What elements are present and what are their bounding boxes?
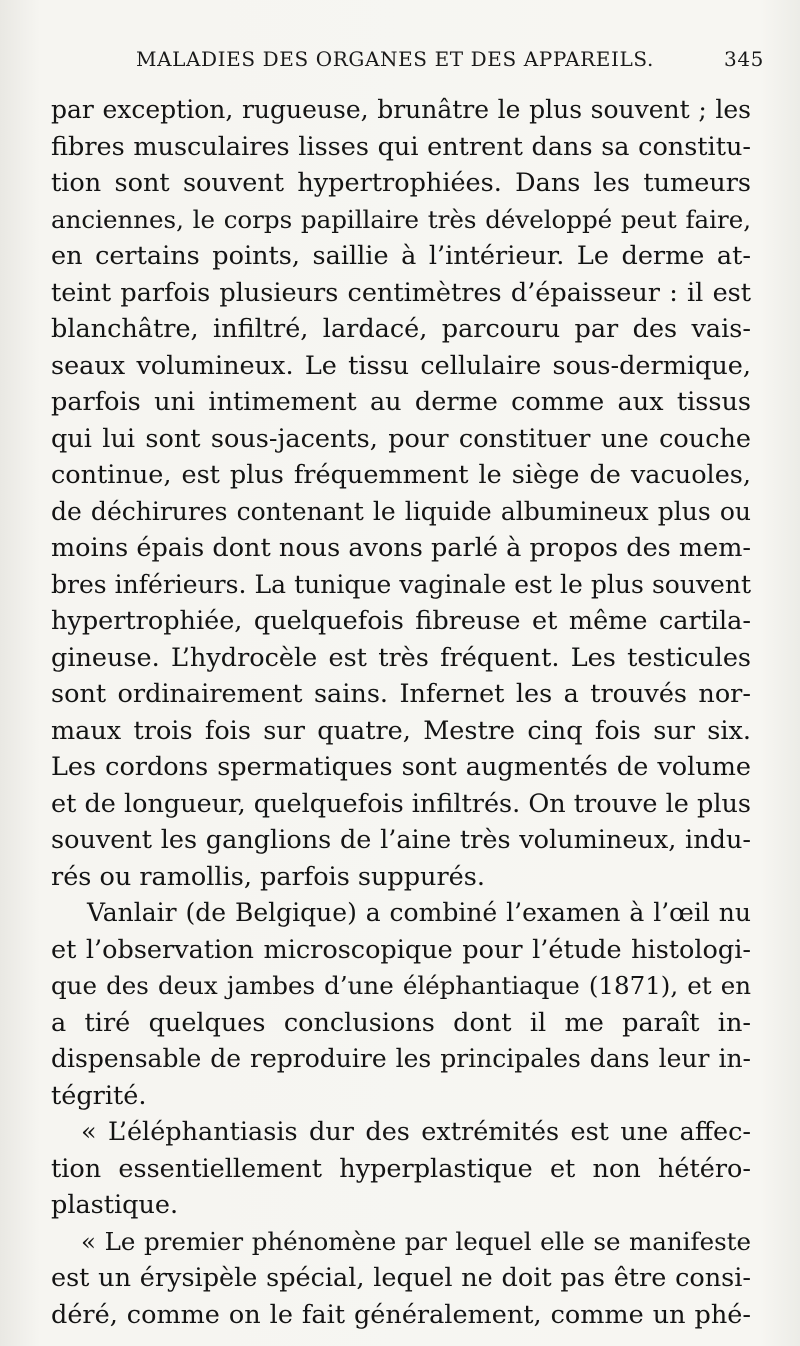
text-line: souvent les ganglions de l’aine très volumineux, indu- [51, 825, 751, 855]
text-line: gineuse. L’hydrocèle est très fréquent. Les testicules [51, 642, 751, 673]
body-text [51, 92, 751, 1333]
running-title: MALADIES DES ORGANES ET DES APPAREILS. [136, 47, 654, 71]
text-line: plastique. [51, 1190, 179, 1220]
text-line: qui lui sont sous-jacents, pour constituer une couche [51, 423, 751, 454]
page-number: 345 [724, 47, 764, 71]
text-line: en certains points, saillie à l’intérieur. Le derme at- [51, 241, 751, 271]
text-line: anciennes, le corps papillaire très développé peut faire, [51, 204, 751, 234]
text-line: teint parfois plusieurs centimètres d’épaisseur : il est [51, 277, 751, 308]
text-line: dispensable de reproduire les principales dans leur in- [51, 1044, 751, 1073]
paragraph-3 [51, 1114, 751, 1224]
paragraph-2 [51, 895, 751, 1114]
text-line: sont ordinairement sains. Infernet les a trouvés nor- [51, 679, 751, 709]
text-line: par exception, rugueuse, brunâtre le plus souvent ; les [51, 95, 751, 124]
text-line: fibres musculaires lisses qui entrent dans sa constitu- [51, 131, 751, 162]
text-line: seaux volumineux. Le tissu cellulaire sous-dermique, [51, 350, 751, 381]
text-line: parfois uni intimement au derme comme aux tissus [51, 387, 751, 417]
text-line: bres inférieurs. La tunique vaginale est le plus souvent [51, 569, 751, 599]
text-line: que des deux jambes d’une éléphantiaque (1871), et en [51, 971, 751, 1000]
text-line: Vanlair (de Belgique) a combiné l’examen à l’œil nu [87, 898, 751, 927]
text-line: rés ou ramollis, parfois suppurés. [51, 861, 485, 892]
text-line: maux trois fois sur quatre, Mestre cinq fois sur six. [51, 715, 751, 746]
text-line: tégrité. [51, 1080, 147, 1111]
text-line: Les cordons spermatiques sont augmentés de volume [51, 752, 751, 782]
text-line: déré, comme on le fait généralement, comme un phé- [51, 1299, 751, 1330]
paragraph-1 [51, 92, 751, 895]
text-line: et de longueur, quelquefois infiltrés. On trouve le plus [51, 788, 751, 819]
text-line: hypertrophiée, quelquefois fibreuse et même cartila- [51, 606, 751, 636]
text-line: moins épais dont nous avons parlé à propos des mem- [51, 533, 751, 563]
text-line: a tiré quelques conclusions dont il me paraît in- [51, 1007, 751, 1038]
text-line: blanchâtre, infiltré, lardacé, parcouru par des vais- [51, 314, 751, 344]
text-line: est un érysipèle spécial, lequel ne doit pas être consi- [51, 1263, 751, 1293]
text-line: tion essentiellement hyperplastique et non hétéro- [51, 1153, 751, 1184]
running-head [136, 47, 764, 71]
text-line: tion sont souvent hypertrophiées. Dans les tumeurs [51, 168, 751, 198]
text-line: et l’observation microscopique pour l’étude histologi- [51, 934, 751, 965]
paragraph-4 [51, 1224, 751, 1334]
text-line: de déchirures contenant le liquide albumineux plus ou [51, 496, 751, 526]
text-line: continue, est plus fréquemment le siège de vacuoles, [51, 460, 751, 490]
text-line: « L’éléphantiasis dur des extrémités est une affec- [81, 1117, 751, 1147]
text-line: « Le premier phénomène par lequel elle se manifeste [81, 1226, 751, 1256]
